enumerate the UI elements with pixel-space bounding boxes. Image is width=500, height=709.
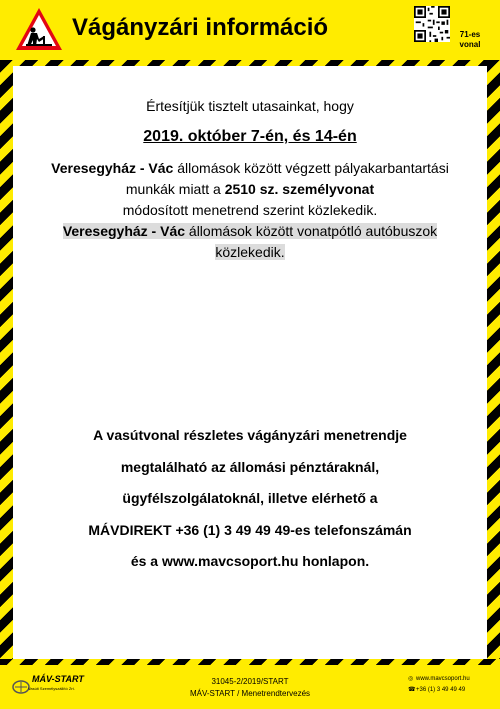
date-text: 2019. október 7-én, és 14-én	[143, 128, 357, 145]
globe-icon: ◎	[408, 676, 414, 682]
phone-contact	[408, 686, 465, 693]
department: MÁV-START / Menetrendtervezés	[189, 689, 311, 698]
para1-text2: munkák miatt a	[125, 181, 225, 197]
header-bar	[0, 0, 500, 60]
qr-code	[414, 6, 450, 42]
para1-line2	[13, 179, 487, 200]
line-number: 71-es	[459, 30, 481, 39]
notice-paragraph	[13, 158, 487, 263]
notice-body	[13, 66, 487, 659]
document-number: 31045-2/2019/START	[211, 677, 289, 686]
info-line: megtalálható az állomási pénztáraknál,	[120, 458, 380, 475]
train-name: 2510 sz. személyvonat	[224, 181, 375, 197]
page-title: Vágányzári információ	[72, 14, 329, 41]
phone-icon: ☎	[408, 687, 416, 693]
para1-line3: módosított menetrend szerint közlekedik.	[122, 202, 378, 218]
para2-text1: állomások között vonatpótló autóbuszok	[185, 223, 438, 239]
para2-text2: közlekedik.	[215, 244, 285, 260]
warning-worker-icon	[14, 6, 64, 52]
info-line: MÁVDIREKT +36 (1) 3 49 49 49-es telefonszámán	[88, 521, 412, 538]
phone-text: +36 (1) 3 49 49 49	[416, 687, 466, 693]
intro-text: Értesítjük tisztelt utasainkat, hogy	[146, 98, 354, 114]
para2-line1	[13, 221, 487, 242]
info-block	[13, 420, 487, 578]
logo-tagline: Vasúti Személyszállító Zrt.	[28, 686, 75, 691]
footer-bar	[0, 665, 500, 709]
line-word: vonal	[459, 40, 481, 49]
info-line: ügyfélszolgálatoknál, illetve elérhető a	[122, 490, 378, 506]
para1-line1	[13, 158, 487, 179]
date-line	[13, 128, 487, 146]
route-name: Veresegyház - Vác	[51, 160, 174, 176]
website-text: www.mavcsoport.hu	[416, 676, 470, 682]
para1-text1: állomások között végzett pályakarbantartási	[173, 160, 449, 176]
info-line: és a www.mavcsoport.hu honlapon.	[130, 553, 370, 569]
logo-name: MÁV-START	[32, 674, 84, 684]
info-line: A vasútvonal részletes vágányzári menetrendje	[93, 427, 407, 443]
route-name-2: Veresegyház - Vác	[62, 223, 186, 239]
website-contact	[408, 675, 470, 682]
hazard-stripe-left	[0, 60, 13, 665]
hazard-stripe-right	[487, 60, 500, 665]
line-label	[450, 30, 490, 50]
para2-highlight	[63, 223, 437, 239]
para2-line2	[13, 242, 487, 263]
